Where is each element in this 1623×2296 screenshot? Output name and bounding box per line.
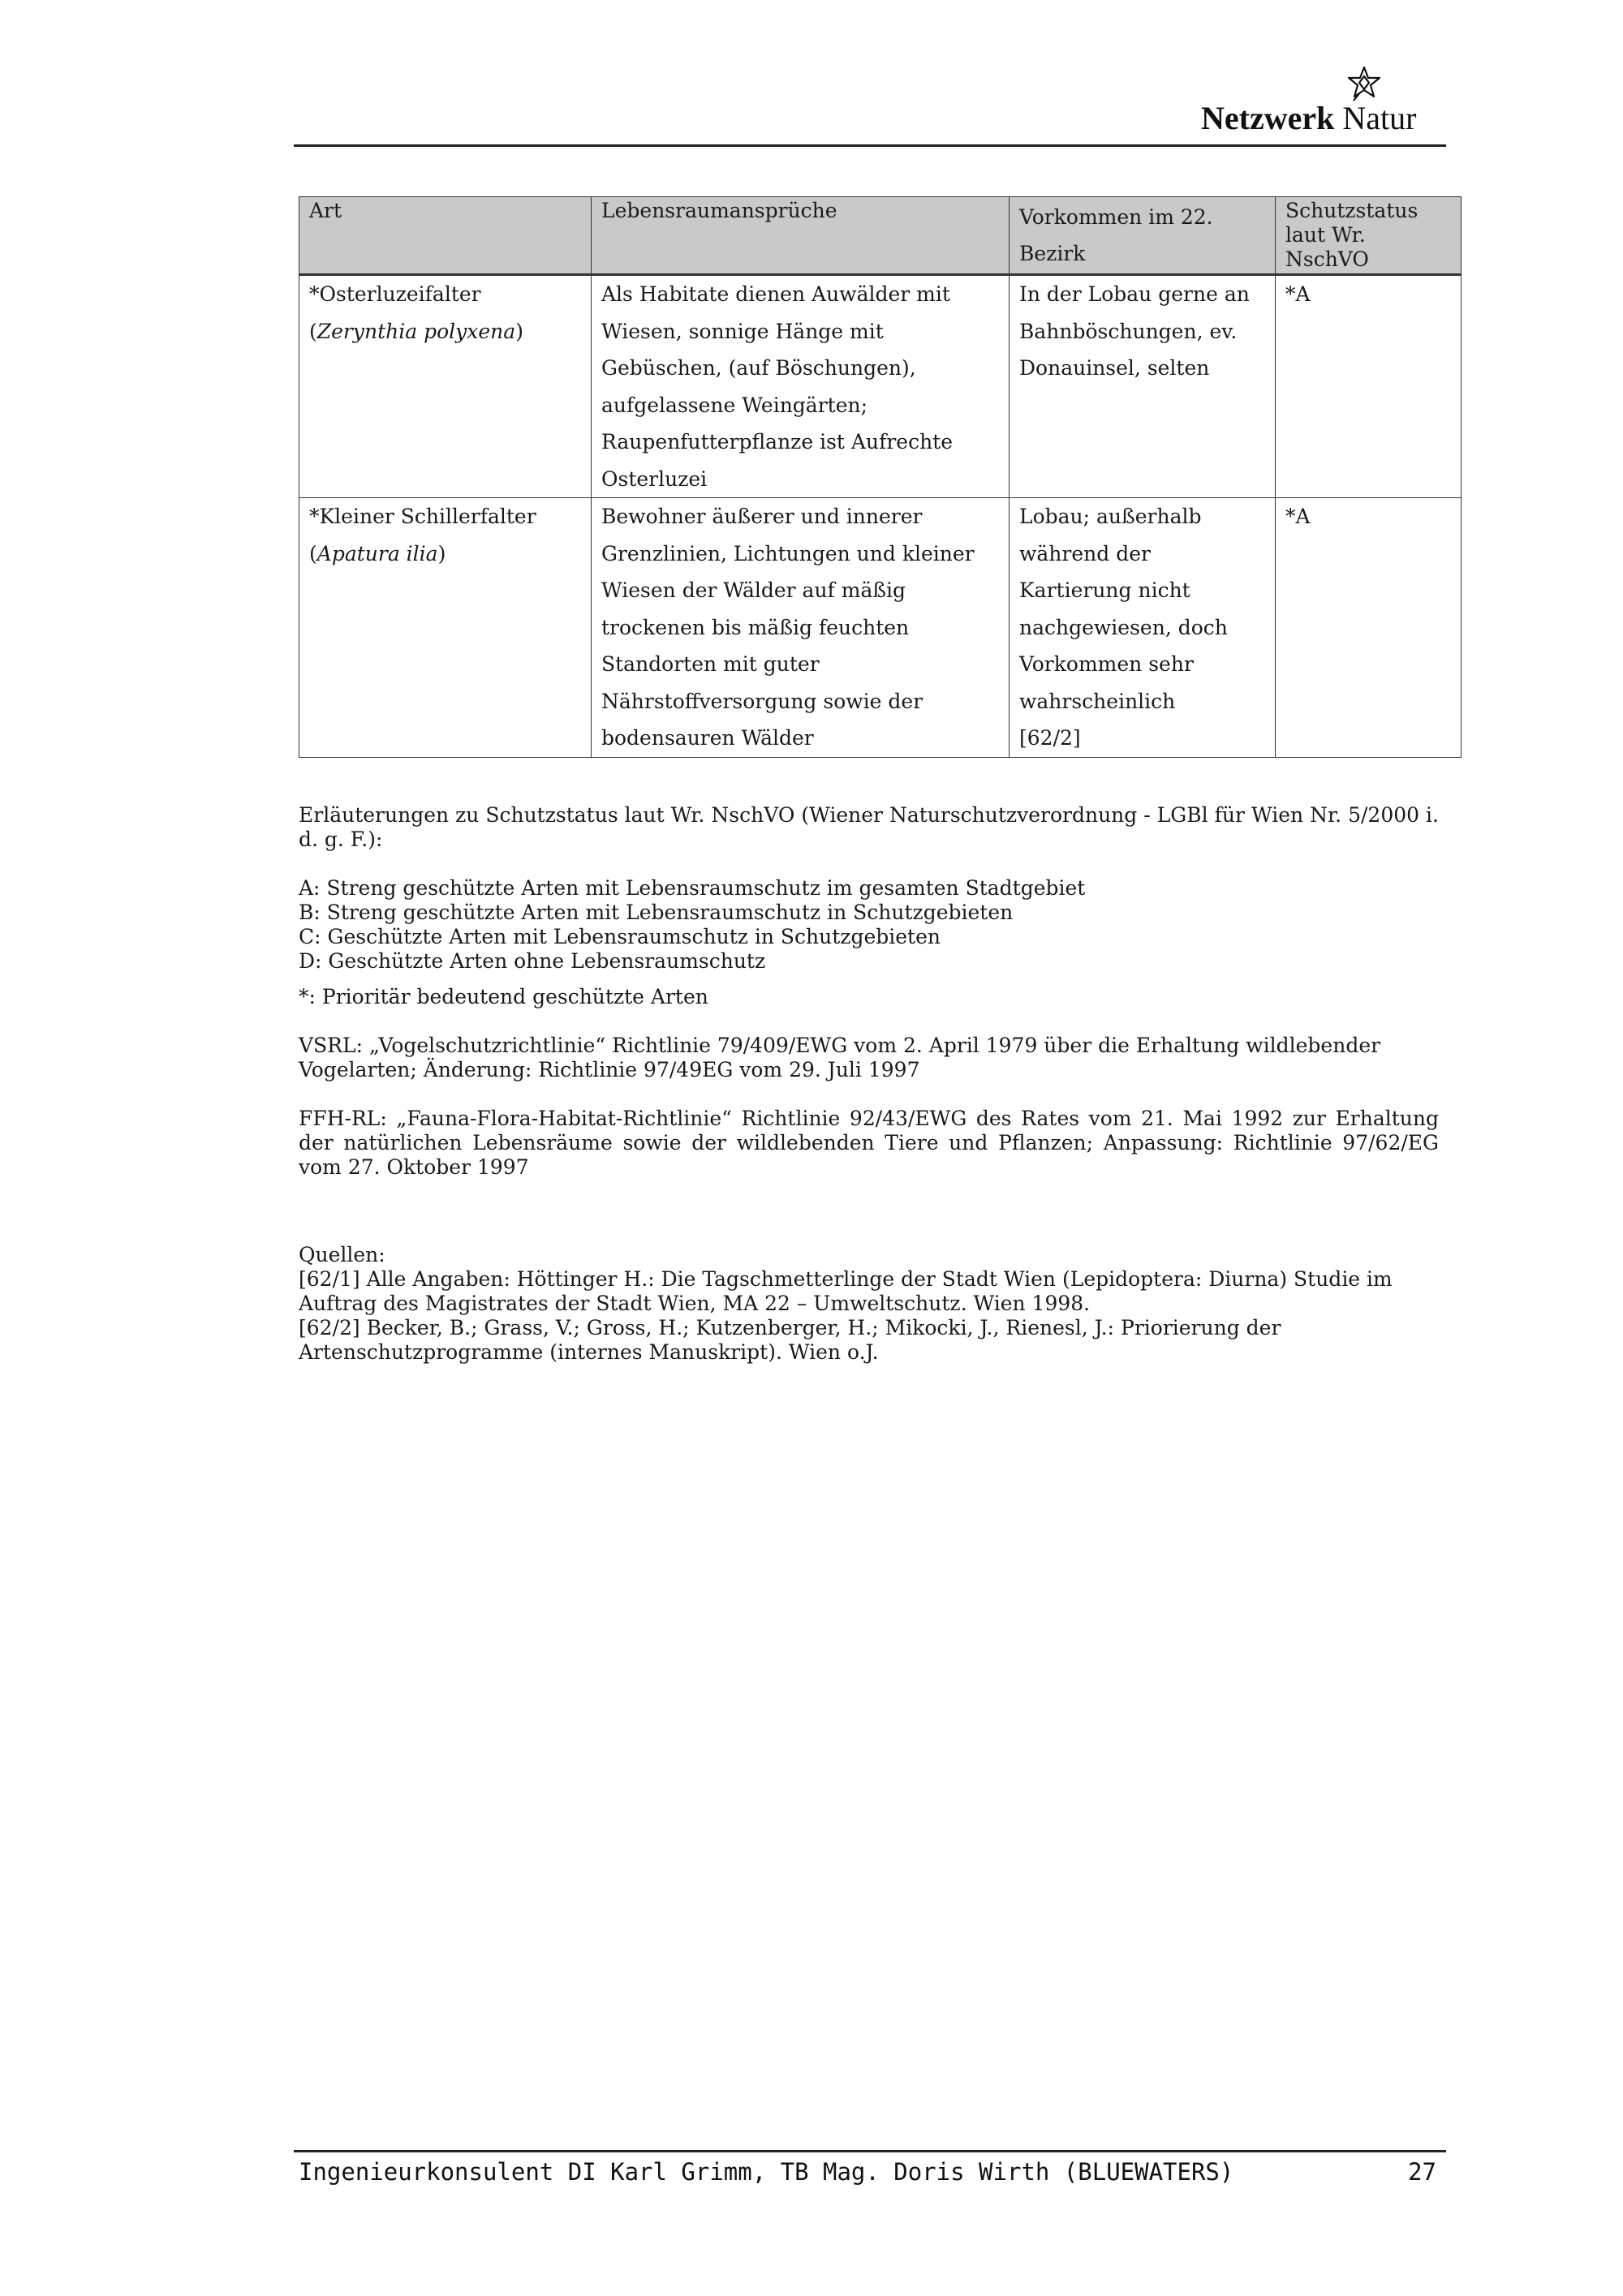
habitat-cell	[592, 498, 1010, 758]
habitat-line: aufgelassene Weingärten;	[601, 393, 868, 417]
species-name: *Kleiner Schillerfalter	[309, 505, 536, 528]
status-cell: *A	[1276, 498, 1462, 758]
habitat-line: Nährstoffversorgung sowie der	[601, 689, 923, 713]
page-number: 27	[1408, 2158, 1436, 2186]
netzwerk-natur-logo	[1201, 65, 1444, 138]
habitat-line: Wiesen der Wälder auf mäßig	[601, 578, 906, 602]
ffh-note: FFH-RL: „Fauna-Flora-Habitat-Richtlinie“ Richtlinie 92/43/EWG des Rates vom 21. Mai 1992 zur Erhaltung der natürlichen Lebensräume sowie der wildlebenden Tiere und Pflanzen; Anpassung: Richtlinie 97/62/EG vom 27. Oktober 1997	[299, 1107, 1439, 1179]
occurrence-cell	[1010, 275, 1276, 498]
species-cell	[299, 498, 592, 758]
occurrence-cell	[1010, 498, 1276, 758]
habitat-cell	[592, 275, 1010, 498]
header-status-line-3: NschVO	[1285, 247, 1369, 271]
habitat-line: Raupenfutterpflanze ist Aufrechte	[601, 430, 954, 454]
occurrence-line: Donauinsel, selten	[1019, 356, 1210, 380]
logo-word-netzwerk: Netzwerk	[1201, 100, 1335, 136]
species-latin: Zerynthia polyxena	[316, 319, 516, 343]
habitat-line: Standorten mit guter	[601, 652, 820, 676]
species-latin-wrapper: (Zerynthia polyxena)	[309, 319, 523, 343]
category-c: C: Geschützte Arten mit Lebensraumschutz in Schutzgebieten	[299, 925, 941, 948]
header-vorkommen	[1010, 197, 1276, 275]
table-row	[299, 275, 1462, 498]
species-latin: Apatura ilia	[316, 541, 438, 565]
occurrence-line: Vorkommen sehr	[1019, 652, 1194, 676]
species-cell	[299, 275, 592, 498]
header-art: Art	[299, 197, 592, 275]
habitat-line: Als Habitate dienen Auwälder mit	[601, 282, 950, 306]
logo-wordmark	[1201, 99, 1416, 137]
category-d: D: Geschützte Arten ohne Lebensraumschutz	[299, 949, 766, 973]
habitat-line: trockenen bis mäßig feuchten	[601, 615, 910, 639]
header-rule	[294, 144, 1446, 147]
explanatory-notes	[299, 803, 1439, 1365]
footer-credits: Ingenieurkonsulent DI Karl Grimm, TB Mag. Doris Wirth (BLUEWATERS)	[299, 2158, 1234, 2186]
logo-figure-icon	[1345, 65, 1383, 102]
category-b: B: Streng geschützte Arten mit Lebensraumschutz in Schutzgebieten	[299, 901, 1014, 924]
habitat-line: Grenzlinien, Lichtungen und kleiner	[601, 541, 975, 565]
logo-word-natur: Natur	[1342, 100, 1417, 136]
occurrence-line: In der Lobau gerne an	[1019, 282, 1250, 306]
priority-note: *: Prioritär bedeutend geschützte Arten	[299, 985, 708, 1008]
header-lebensraum: Lebensraumansprüche	[592, 197, 1010, 275]
occurrence-line: nachgewiesen, doch	[1019, 615, 1228, 639]
occurrence-line: wahrscheinlich	[1019, 689, 1176, 713]
habitat-line: Wiesen, sonnige Hänge mit	[601, 319, 884, 343]
species-name: *Osterluzeifalter	[309, 282, 481, 306]
species-table	[299, 196, 1462, 758]
occurrence-line: Lobau; außerhalb	[1019, 505, 1202, 528]
header-schutzstatus	[1276, 197, 1462, 275]
source-62-1: [62/1] Alle Angaben: Höttinger H.: Die Tagschmetterlinge der Stadt Wien (Lepidoptera: Diurna) Studie im Auftrag des Magistrates der Stadt Wien, MA 22 – Umweltschutz. Wien 1998.	[299, 1267, 1393, 1315]
table-row	[299, 498, 1462, 758]
table-header-row	[299, 197, 1462, 275]
header-vorkommen-line-2: Bezirk	[1019, 242, 1086, 265]
habitat-line: Bewohner äußerer und innerer	[601, 505, 923, 528]
status-cell: *A	[1276, 275, 1462, 498]
footer-rule	[294, 2150, 1446, 2152]
occurrence-line: Kartierung nicht	[1019, 578, 1190, 602]
habitat-line: Osterluzei	[601, 467, 708, 491]
habitat-line: bodensauren Wälder	[601, 726, 814, 750]
notes-intro: Erläuterungen zu Schutzstatus laut Wr. NschVO (Wiener Naturschutzverordnung - LGBl für Wien Nr. 5/2000 i. d. g. F.):	[299, 803, 1439, 851]
header-status-line-2: laut Wr.	[1285, 223, 1366, 247]
header-vorkommen-line-1: Vorkommen im 22.	[1019, 205, 1213, 229]
occurrence-line: während der	[1019, 541, 1151, 565]
vsrl-note: VSRL: „Vogelschutzrichtlinie“ Richtlinie 79/409/EWG vom 2. April 1979 über die Erhaltung wildlebender Vogelarten; Änderung: Richtlinie 97/49EG vom 29. Juli 1997	[299, 1034, 1381, 1081]
occurrence-line: Bahnböschungen, ev.	[1019, 319, 1238, 343]
habitat-line: Gebüschen, (auf Böschungen),	[601, 356, 916, 380]
species-latin-wrapper: (Apatura ilia)	[309, 541, 446, 565]
occurrence-line: [62/2]	[1019, 726, 1081, 750]
source-62-2: [62/2] Becker, B.; Grass, V.; Gross, H.; Kutzenberger, H.; Mikocki, J., Rienesl, J.: Priorierung der Artenschutzprogramme (internes Manuskript). Wien o.J.	[299, 1316, 1281, 1364]
header-status-line-1: Schutzstatus	[1285, 199, 1419, 222]
category-a: A: Streng geschützte Arten mit Lebensraumschutz im gesamten Stadtgebiet	[299, 876, 1086, 900]
sources-title: Quellen:	[299, 1243, 385, 1266]
